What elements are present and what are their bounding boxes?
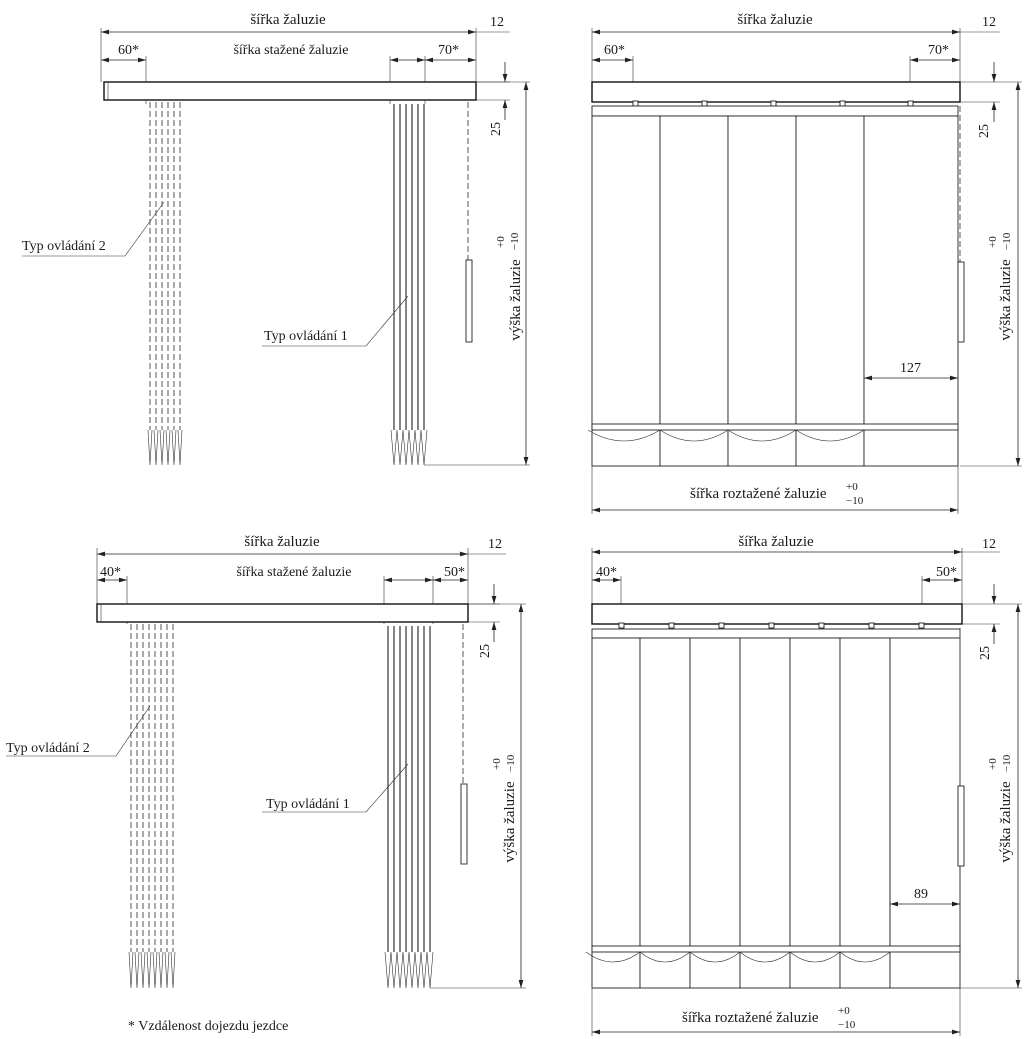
bead-chain <box>466 102 472 342</box>
control-type-1-label: Typ ovládání 1 <box>266 797 350 812</box>
slat-header-strip <box>592 629 960 638</box>
height-tolerance-plus: +0 <box>495 236 507 248</box>
chain-weight <box>958 262 964 342</box>
control-type-1-label: Typ ovládání 1 <box>264 329 348 344</box>
slats <box>592 116 958 466</box>
width-tolerance-plus: +0 <box>838 1005 850 1017</box>
control-type-1-cords <box>385 626 433 988</box>
slat-width-label: 89 <box>914 887 928 902</box>
end-margin-label: 12 <box>982 15 996 30</box>
carrier-start-label: 60* <box>118 43 139 58</box>
headrail <box>592 82 960 102</box>
blind-height-label: výška žaluzie <box>998 259 1014 341</box>
blind-width-label: šířka žaluzie <box>738 534 814 550</box>
height-tolerance-minus: −10 <box>1001 754 1013 772</box>
width-tolerance-minus: −10 <box>838 1019 856 1031</box>
headrail <box>592 604 962 624</box>
chain-weight <box>958 786 964 866</box>
carrier-start-label: 40* <box>100 565 121 580</box>
carrier-end-label: 70* <box>438 43 459 58</box>
control-type-2-cords <box>148 102 182 465</box>
end-margin-label: 12 <box>490 15 504 30</box>
carrier-start-label: 60* <box>604 43 625 58</box>
control-type-1-cords <box>391 104 427 465</box>
spread-width-label: šířka roztažené žaluzie <box>682 1010 819 1026</box>
control-type-2-label: Typ ovládání 2 <box>22 239 106 254</box>
bottom-weight-strip <box>592 946 960 952</box>
footnote: * Vzdálenost dojezdu jezdce <box>128 1019 289 1034</box>
top-left-view <box>22 12 530 465</box>
bottom-weight-strip <box>592 424 958 430</box>
carrier-end-label: 50* <box>936 565 957 580</box>
headrail <box>104 82 476 100</box>
carrier-offset-label: 25 <box>478 644 493 658</box>
carrier-end-label: 70* <box>928 43 949 58</box>
blind-width-label: šířka žaluzie <box>737 12 813 28</box>
blind-height-label: výška žaluzie <box>502 781 518 863</box>
end-margin-label: 12 <box>488 537 502 552</box>
bead-chain <box>461 624 467 864</box>
bottom-left-view <box>6 534 526 1034</box>
carrier-start-label: 40* <box>596 565 617 580</box>
gathered-width-label: šířka stažené žaluzie <box>236 565 352 580</box>
end-margin-label: 12 <box>982 537 996 552</box>
chain-weight <box>461 784 467 864</box>
spread-width-label: šířka roztažené žaluzie <box>690 486 827 502</box>
blind-width-label: šířka žaluzie <box>244 534 320 550</box>
top-right-view <box>588 12 1022 514</box>
carrier-offset-label: 25 <box>977 124 992 138</box>
height-tolerance-plus: +0 <box>491 758 503 770</box>
height-tolerance-minus: −10 <box>1001 232 1013 250</box>
chain-weight <box>466 260 472 342</box>
carrier-end-label: 50* <box>444 565 465 580</box>
slat-width-label: 127 <box>900 361 921 376</box>
bottom-right-view <box>586 534 1022 1036</box>
blind-height-label: výška žaluzie <box>508 259 524 341</box>
height-tolerance-minus: −10 <box>505 754 517 772</box>
blind-width-label: šířka žaluzie <box>250 12 326 28</box>
headrail <box>97 604 468 622</box>
carrier-offset-label: 25 <box>489 122 504 136</box>
width-tolerance-plus: +0 <box>846 481 858 493</box>
blind-height-label: výška žaluzie <box>998 781 1014 863</box>
gathered-width-label: šířka stažené žaluzie <box>233 43 349 58</box>
height-tolerance-minus: −10 <box>509 232 521 250</box>
slats <box>592 638 960 988</box>
control-type-2-label: Typ ovládání 2 <box>6 741 90 756</box>
carrier-offset-label: 25 <box>978 646 993 660</box>
height-tolerance-plus: +0 <box>987 758 999 770</box>
width-tolerance-minus: −10 <box>846 495 864 507</box>
height-tolerance-plus: +0 <box>987 236 999 248</box>
control-type-2-cords <box>129 624 175 988</box>
slat-header-strip <box>592 106 958 116</box>
